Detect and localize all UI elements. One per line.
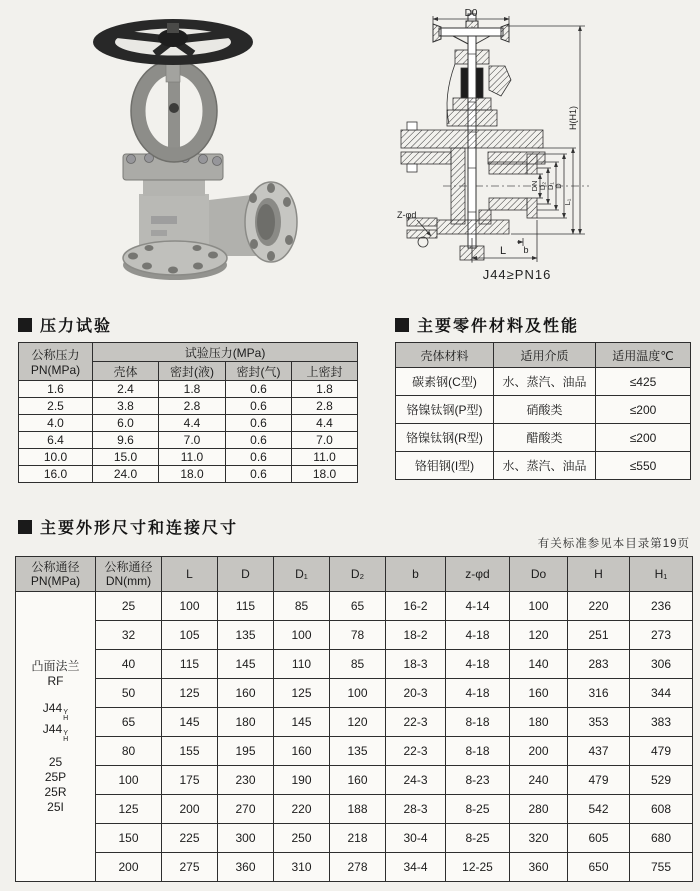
cell: 18.0 [292,466,358,483]
section-bullet [395,318,409,332]
cell: 硝酸类 [494,396,596,424]
cell: 150 [96,824,162,853]
pressure-code: 25 [48,754,63,769]
cell: 24-3 [386,766,446,795]
dim-label-d2: D₂ [538,181,547,191]
cell: 115 [162,650,218,679]
col-header-shell-material: 壳体材料 [396,343,494,368]
dim-label-d0: D0 [464,8,478,19]
cell: 4.4 [292,415,358,432]
cell: 236 [630,592,693,621]
header-line: PN(MPa) [30,363,81,377]
cell: 0.6 [226,466,292,483]
cell: ≤200 [596,396,691,424]
cell: 145 [218,650,274,679]
cell: 水、蒸汽、油品 [494,452,596,480]
cell: 605 [568,824,630,853]
materials-table [395,342,691,480]
cell: 283 [568,650,630,679]
cell: 100 [330,679,386,708]
cell: 0.6 [226,415,292,432]
col-header-temperature: 适用温度℃ [596,343,691,368]
valve-drawing [393,6,700,284]
cell: 30-4 [386,824,446,853]
table-row [396,368,691,396]
cell: 160 [510,679,568,708]
cell: 50 [96,679,162,708]
cell: 270 [218,795,274,824]
cell: 0.6 [226,449,292,466]
cell: 25 [96,592,162,621]
cell: 220 [568,592,630,621]
cell: 9.6 [93,432,159,449]
dim-label-l: L [499,245,507,257]
cell: 100 [162,592,218,621]
header-line: D [241,567,250,581]
cell: 6.0 [93,415,159,432]
cell: 7.0 [292,432,358,449]
photo-yoke-pin [169,103,179,113]
pressure-code: 25I [47,799,64,814]
header-line: DN(mm) [105,574,152,588]
cell: 353 [568,708,630,737]
cell: 1.8 [159,381,226,398]
cell: 4-18 [446,621,510,650]
cell: 8-18 [446,708,510,737]
cell: 344 [630,679,693,708]
cell: 2.5 [19,398,93,415]
section-title-dimensions [18,515,238,538]
cell: 188 [330,795,386,824]
cell: 100 [510,592,568,621]
col-header-medium: 适用介质 [494,343,596,368]
model-base: J44 [42,700,63,715]
cell: 6.4 [19,432,93,449]
dim-label-d1: D₁ [546,182,555,190]
header-line: H [594,567,603,581]
cell: 16.0 [19,466,93,483]
header-line: L [186,567,193,581]
cell: 铬镍钛钢(P型) [396,396,494,424]
cell: 110 [274,650,330,679]
pressure-code: 25R [44,784,67,799]
drawing-caption: J44≥PN16 [482,267,552,282]
table-row [16,621,693,650]
cell: 8-25 [446,795,510,824]
table-row [16,766,693,795]
section-bullet [18,520,32,534]
section-title-text: 主要零件材料及性能 [417,318,580,335]
header-line: b [412,567,419,581]
cell: 120 [330,708,386,737]
model-sub: H [63,735,69,743]
cell: 18.0 [159,466,226,483]
cell: 24.0 [93,466,159,483]
col-header [446,557,510,592]
col-header [162,557,218,592]
header-line: H₁ [654,567,668,581]
cell: 4-18 [446,650,510,679]
photo-outlet-bore-inner [257,204,275,240]
cell: 200 [162,795,218,824]
cell: 11.0 [159,449,226,466]
cell: 28-3 [386,795,446,824]
cell: 0.6 [226,398,292,415]
table-row [16,795,693,824]
dim-label-l1: L₁ [563,198,572,206]
header-line: PN(MPa) [30,574,81,588]
dim-label-b: b [523,245,529,255]
cell: 22-3 [386,737,446,766]
col-header [274,557,330,592]
table-row [19,432,358,449]
cell: 275 [162,853,218,882]
cell: 140 [510,650,568,679]
cell: 225 [162,824,218,853]
col-header-seal-gas: 密封(气) [226,362,292,381]
header-line: D₁ [295,567,308,581]
col-header-pn [19,343,93,381]
cell: 251 [568,621,630,650]
photo-cast-mark [151,216,177,224]
cell: 0.6 [226,381,292,398]
cell: 32 [96,621,162,650]
cell: 18-3 [386,650,446,679]
table-row [19,466,358,483]
col-header [96,557,162,592]
header-line: D₂ [350,567,365,581]
cell: 8-18 [446,737,510,766]
cell: 85 [330,650,386,679]
model-sup: Y [63,708,68,716]
model-base: J44 [42,721,63,736]
cell: 680 [630,824,693,853]
table-row [396,424,691,452]
table-row [16,708,693,737]
dimensions-table [15,556,693,882]
cell: 360 [218,853,274,882]
flange-type-label: 凸面法兰 [31,658,80,673]
standards-note: 有关标准参见本目录第19页 [537,538,690,550]
cell: 180 [510,708,568,737]
cell: ≤425 [596,368,691,396]
cell: 16-2 [386,592,446,621]
cell: 608 [630,795,693,824]
cell: 160 [330,766,386,795]
cell: 2.8 [159,398,226,415]
table-row [16,650,693,679]
cell: 120 [510,621,568,650]
cell: 145 [274,708,330,737]
cell: 125 [96,795,162,824]
cell: 437 [568,737,630,766]
section-bullet [18,318,32,332]
table-row [396,452,691,480]
cell: 1.8 [292,381,358,398]
flange-face-label: RF [47,673,64,688]
cell: 310 [274,853,330,882]
cell: 10.0 [19,449,93,466]
dim-label-z-phi-d: Z-φd [397,210,417,220]
col-header-seal-liquid: 密封(液) [159,362,226,381]
table-row [16,679,693,708]
cell: 醋酸类 [494,424,596,452]
spacer [16,743,95,755]
drawing-bonnet [447,50,511,126]
cell: 180 [218,708,274,737]
section-title-text: 主要外形尺寸和连接尺寸 [40,520,239,537]
cell: 65 [96,708,162,737]
cell: 125 [162,679,218,708]
cell: 0.6 [226,432,292,449]
table-row [19,398,358,415]
table-row [19,415,358,432]
cell: 水、蒸汽、油品 [494,368,596,396]
cell: 650 [568,853,630,882]
table-row [16,853,693,882]
cell: 100 [96,766,162,795]
cell: 135 [330,737,386,766]
table-row [16,592,693,621]
cell: 18-2 [386,621,446,650]
header-line: 公称通径 [31,560,80,574]
model-sub: H [63,714,69,722]
cell: 479 [630,737,693,766]
section-title-text: 压力试验 [40,318,113,335]
cell: 160 [274,737,330,766]
cell: 273 [630,621,693,650]
section-title-pressure [18,313,112,336]
col-header [568,557,630,592]
cell: 65 [330,592,386,621]
cell: 4-14 [446,592,510,621]
cell: 360 [510,853,568,882]
col-header [510,557,568,592]
cell: 2.4 [93,381,159,398]
cell: 250 [274,824,330,853]
cell: 278 [330,853,386,882]
cell: 160 [218,679,274,708]
dim-label-h: H(H1) [568,106,578,130]
spacer [16,689,95,701]
valve-photo [55,8,360,293]
cell: 7.0 [159,432,226,449]
header-line: z-φd [465,567,490,581]
cell: 4.0 [19,415,93,432]
cell: 40 [96,650,162,679]
cell: 12-25 [446,853,510,882]
cell: 280 [510,795,568,824]
model-stack [63,731,68,743]
cell: 230 [218,766,274,795]
cell: 479 [568,766,630,795]
pn-spec-cell [16,592,96,882]
dim-label-d: D [554,183,563,189]
cell: 80 [96,737,162,766]
model-code [16,722,95,743]
cell: 20-3 [386,679,446,708]
section-title-materials [395,313,579,336]
cell: 195 [218,737,274,766]
cell: 2.8 [292,398,358,415]
cell: 190 [274,766,330,795]
cell: 316 [568,679,630,708]
cell: 145 [162,708,218,737]
cell: 铬镍钛钢(R型) [396,424,494,452]
col-header-upper-seal: 上密封 [292,362,358,381]
table-row [16,737,693,766]
cell: 220 [274,795,330,824]
cell: 542 [568,795,630,824]
cell: 218 [330,824,386,853]
drawing-bolt-hole [418,237,428,247]
cell: 115 [218,592,274,621]
cell: 105 [162,621,218,650]
cell: 175 [162,766,218,795]
pressure-test-table [18,342,358,483]
photo-stem-nut [167,23,179,33]
header-line: Do [530,567,547,581]
table-row [396,343,691,368]
cell: ≤550 [596,452,691,480]
cell: 155 [162,737,218,766]
table-row [19,343,358,362]
header-line: 公称通径 [104,560,153,574]
col-header [630,557,693,592]
cell: 15.0 [93,449,159,466]
col-header [386,557,446,592]
pressure-code: 25P [44,769,67,784]
cell: 铬钼钢(I型) [396,452,494,480]
cell: 34-4 [386,853,446,882]
table-row [19,449,358,466]
cell: ≤200 [596,424,691,452]
cell: 碳素钢(C型) [396,368,494,396]
photo-cast-mark [151,230,167,236]
table-row [396,396,691,424]
cell: 4-18 [446,679,510,708]
cell: 383 [630,708,693,737]
cell: 11.0 [292,449,358,466]
cell: 125 [274,679,330,708]
col-header-test-pressure: 试验压力(MPa) [93,343,358,362]
col-header-shell: 壳体 [93,362,159,381]
model-code [16,701,95,722]
cell: 8-25 [446,824,510,853]
dim-label-dn: DN [530,180,539,192]
cell: 100 [274,621,330,650]
cell: 320 [510,824,568,853]
cell: 200 [510,737,568,766]
model-stack [63,710,68,722]
cell: 200 [96,853,162,882]
cell: 4.4 [159,415,226,432]
table-row [16,557,693,592]
table-row [19,381,358,398]
cell: 22-3 [386,708,446,737]
cell: 300 [218,824,274,853]
photo-neck [143,180,205,196]
col-header [330,557,386,592]
cell: 306 [630,650,693,679]
cell: 85 [274,592,330,621]
cell: 529 [630,766,693,795]
cell: 78 [330,621,386,650]
header-line: 公称压力 [31,348,80,362]
cell: 755 [630,853,693,882]
col-header [16,557,96,592]
model-sup: Y [63,729,68,737]
cell: 1.6 [19,381,93,398]
col-header [218,557,274,592]
table-row [16,824,693,853]
cell: 240 [510,766,568,795]
cell: 3.8 [93,398,159,415]
cell: 135 [218,621,274,650]
cell: 8-23 [446,766,510,795]
